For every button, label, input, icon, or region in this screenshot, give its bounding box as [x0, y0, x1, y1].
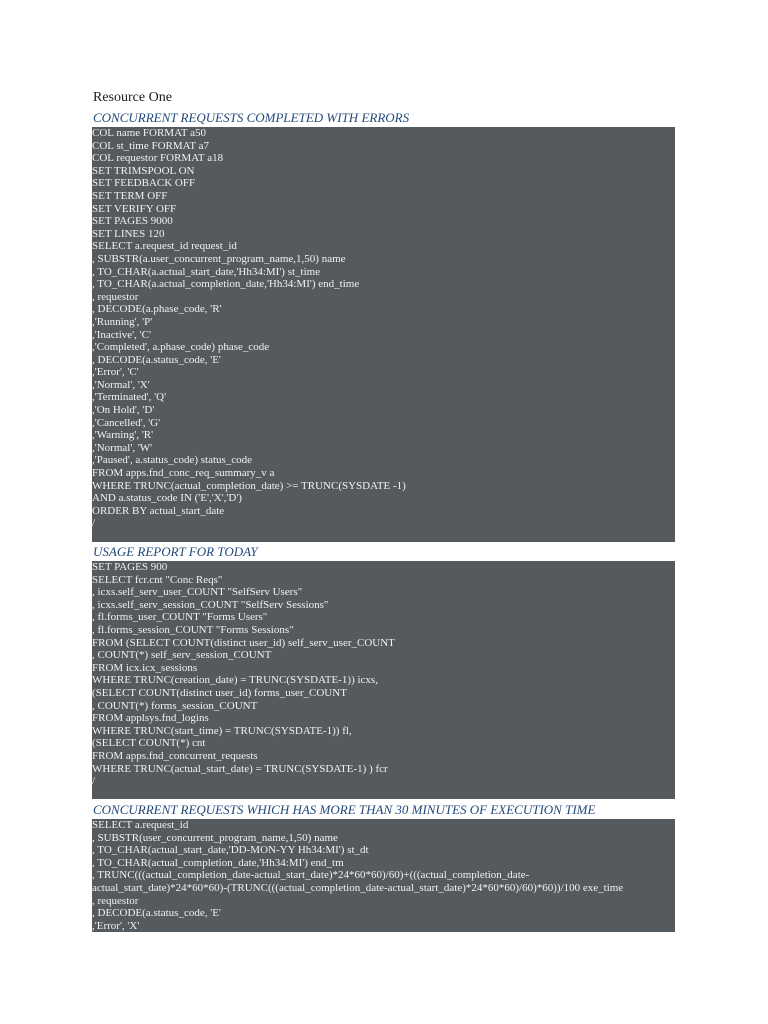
code-line: SET VERIFY OFF — [92, 202, 177, 215]
code-line: , icxs.self_serv_user_COUNT "SelfServ Users" — [92, 586, 303, 599]
code-line: ,'Inactive', 'C' — [92, 328, 151, 341]
code-line: , fl.forms_session_COUNT "Forms Sessions" — [92, 623, 294, 636]
section-heading-usage: USAGE REPORT FOR TODAY — [93, 544, 258, 559]
code-line: COL st_time FORMAT a7 — [92, 139, 210, 152]
code-line: , SUBSTR(a.user_concurrent_program_name,1,50) name — [92, 252, 346, 265]
code-line: ,'Running', 'P' — [92, 315, 153, 328]
code-line: ,'Completed', a.phase_code) phase_code — [92, 341, 270, 354]
code-line: SET PAGES 900 — [92, 561, 168, 573]
document-title: Resource One — [93, 90, 172, 105]
code-line: / — [92, 517, 96, 530]
code-line: SELECT a.request_id — [92, 819, 189, 831]
code-block-errors — [92, 127, 675, 542]
code-line: , icxs.self_serv_session_COUNT "SelfServ Sessions" — [92, 598, 329, 611]
code-line: , COUNT(*) self_serv_session_COUNT — [92, 649, 272, 662]
code-line: , DECODE(a.phase_code, 'R' — [92, 303, 222, 316]
code-line: ,'Cancelled', 'G' — [92, 416, 161, 429]
code-line: , DECODE(a.status_code, 'E' — [92, 907, 221, 920]
code-line: FROM apps.fnd_conc_req_summary_v a — [92, 467, 275, 480]
code-line: SET TRIMSPOOL ON — [92, 164, 195, 177]
code-line: SET LINES 120 — [92, 227, 165, 240]
code-line: / — [92, 775, 96, 788]
code-line: ,'On Hold', 'D' — [92, 404, 155, 417]
code-line: (SELECT COUNT(*) cnt — [92, 737, 206, 750]
code-line: ,'Terminated', 'Q' — [92, 391, 167, 404]
code-line: , TO_CHAR(a.actual_completion_date,'Hh34:MI') end_time — [92, 278, 360, 291]
code-line: SELECT a.request_id request_id — [92, 240, 237, 253]
code-line: , fl.forms_user_COUNT "Forms Users" — [92, 611, 268, 624]
code-line: , requestor — [92, 894, 139, 907]
code-line: FROM applsys.fnd_logins — [92, 712, 209, 725]
code-line: COL requestor FORMAT a18 — [92, 152, 224, 165]
code-block-long-running — [92, 819, 675, 932]
code-line: SET FEEDBACK OFF — [92, 177, 196, 190]
code-line: SET TERM OFF — [92, 189, 168, 202]
code-line: WHERE TRUNC(actual_start_date) = TRUNC(SYSDATE-1) ) fcr — [92, 762, 388, 775]
code-line: ,'Normal', 'W' — [92, 441, 153, 454]
section-heading-errors: CONCURRENT REQUESTS COMPLETED WITH ERRORS — [93, 110, 410, 125]
code-line: ,'Paused', a.status_code) status_code — [92, 454, 253, 467]
code-line: , DECODE(a.status_code, 'E' — [92, 353, 221, 366]
code-line: FROM (SELECT COUNT(distinct user_id) self_serv_user_COUNT — [92, 636, 395, 649]
code-line: COL name FORMAT a50 — [92, 127, 206, 139]
code-line: ORDER BY actual_start_date — [92, 504, 225, 517]
code-line: ,'Normal', 'X' — [92, 378, 150, 391]
code-line: actual_start_date)*24*60*60)-(TRUNC(((actual_completion_date-actual_start_date)*24*60*60)/60)*60))/100 exe_time — [92, 881, 624, 894]
code-line: WHERE TRUNC(start_time) = TRUNC(SYSDATE-1)) fl, — [92, 724, 352, 737]
code-line: , COUNT(*) forms_session_COUNT — [92, 699, 258, 712]
code-line: WHERE TRUNC(actual_completion_date) >= TRUNC(SYSDATE -1) — [92, 479, 406, 492]
code-line: ,'Error', 'C' — [92, 366, 139, 379]
code-line: FROM apps.fnd_concurrent_requests — [92, 749, 258, 762]
code-line: (SELECT COUNT(distinct user_id) forms_user_COUNT — [92, 686, 347, 699]
code-line: , TO_CHAR(a.actual_start_date,'Hh34:MI') st_time — [92, 265, 321, 278]
code-line: , TRUNC(((actual_completion_date-actual_start_date)*24*60*60)/60)+(((actual_completion_date- — [92, 869, 530, 882]
code-line: SELECT fcr.cnt "Conc Reqs" — [92, 573, 223, 586]
code-line: , TO_CHAR(actual_completion_date,'Hh34:MI') end_tm — [92, 856, 344, 869]
code-line: FROM icx.icx_sessions — [92, 661, 198, 674]
code-line: , TO_CHAR(actual_start_date,'DD-MON-YY Hh34:MI') st_dt — [92, 844, 369, 857]
code-line: SET PAGES 9000 — [92, 215, 173, 228]
code-line: , SUBSTR(user_concurrent_program_name,1,50) name — [92, 831, 338, 844]
code-line: WHERE TRUNC(creation_date) = TRUNC(SYSDATE-1)) icxs, — [92, 674, 378, 687]
code-line: AND a.status_code IN ('E','X','D') — [92, 492, 242, 505]
code-line: ,'Warning', 'R' — [92, 429, 154, 442]
section-heading-long-running: CONCURRENT REQUESTS WHICH HAS MORE THAN 30 MINUTES OF EXECUTION TIME — [93, 802, 596, 817]
code-line: , requestor — [92, 290, 139, 303]
code-block-usage — [92, 561, 675, 799]
code-line: ,'Error', 'X' — [92, 919, 140, 932]
